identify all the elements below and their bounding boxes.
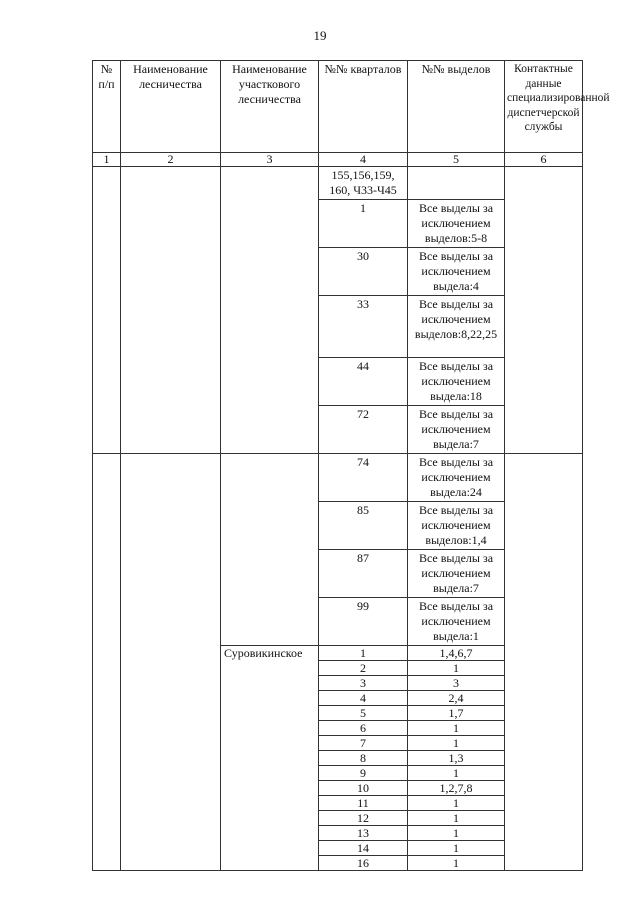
- quarters-cell: 14: [319, 841, 408, 856]
- header-district-forestry: Наименование участкового лесничества: [221, 61, 319, 153]
- table-row: [93, 167, 583, 200]
- allotments-cell: 1: [408, 796, 505, 811]
- quarters-cell: 8: [319, 751, 408, 766]
- quarters-cell: 12: [319, 811, 408, 826]
- district-forestry-cell: Суровикинское: [221, 646, 319, 871]
- quarters-cell: 3: [319, 676, 408, 691]
- quarters-cell: 1: [319, 200, 408, 248]
- quarters-cell: 44: [319, 358, 408, 406]
- header-allotments: №№ выделов: [408, 61, 505, 153]
- allotments-cell: Все выделы за исключением выдела:7: [408, 406, 505, 454]
- row-number-cell: [93, 167, 121, 454]
- column-number: 1: [93, 153, 121, 167]
- district-forestry-cell: [221, 167, 319, 454]
- quarters-cell: 72: [319, 406, 408, 454]
- table-row: [93, 454, 583, 502]
- allotments-cell: 1,7: [408, 706, 505, 721]
- allotments-cell: 1: [408, 721, 505, 736]
- allotments-cell: 1: [408, 856, 505, 871]
- allotments-cell: 2,4: [408, 691, 505, 706]
- contacts-cell: [505, 167, 583, 454]
- allotments-cell: 1,2,7,8: [408, 781, 505, 796]
- district-forestry-cell: [221, 454, 319, 646]
- quarters-cell: 10: [319, 781, 408, 796]
- header-row: [93, 61, 583, 153]
- allotments-cell: Все выделы за исключением выдела:18: [408, 358, 505, 406]
- allotments-cell: 1: [408, 766, 505, 781]
- header-quarters: №№ кварталов: [319, 61, 408, 153]
- allotments-cell: 1: [408, 826, 505, 841]
- allotments-cell: Все выделы за исключением выделов:8,22,25: [408, 296, 505, 358]
- quarters-cell: 2: [319, 661, 408, 676]
- quarters-cell: 7: [319, 736, 408, 751]
- allotments-cell: 1: [408, 736, 505, 751]
- quarters-cell: 6: [319, 721, 408, 736]
- allotments-cell: 1,3: [408, 751, 505, 766]
- allotments-cell: Все выделы за исключением выдела:7: [408, 550, 505, 598]
- forestry-cell: [121, 167, 221, 454]
- allotments-cell: [408, 167, 505, 200]
- page-number: 19: [313, 28, 327, 43]
- quarters-cell: 4: [319, 691, 408, 706]
- allotments-cell: 1: [408, 841, 505, 856]
- quarters-cell: 99: [319, 598, 408, 646]
- contacts-cell: [505, 454, 583, 871]
- header-contacts: Контактные данные специализированной диспетчерской службы: [505, 61, 583, 153]
- column-number: 2: [121, 153, 221, 167]
- allotments-cell: 1: [408, 661, 505, 676]
- quarters-cell: 9: [319, 766, 408, 781]
- column-number: 3: [221, 153, 319, 167]
- quarters-cell: 13: [319, 826, 408, 841]
- forestry-cell: [121, 454, 221, 871]
- quarters-cell: 74: [319, 454, 408, 502]
- quarters-cell: 5: [319, 706, 408, 721]
- column-numbers-row: [93, 153, 583, 167]
- quarters-cell: 155,156,159, 160, Ч33-Ч45: [319, 167, 408, 200]
- quarters-cell: 33: [319, 296, 408, 358]
- quarters-cell: 30: [319, 248, 408, 296]
- allotments-cell: 1: [408, 811, 505, 826]
- header-forestry: Наименование лесничества: [121, 61, 221, 153]
- allotments-cell: Все выделы за исключением выделов:5-8: [408, 200, 505, 248]
- allotments-cell: 1,4,6,7: [408, 646, 505, 661]
- row-number-cell: [93, 454, 121, 871]
- column-number: 6: [505, 153, 583, 167]
- quarters-cell: 16: [319, 856, 408, 871]
- allotments-cell: 3: [408, 676, 505, 691]
- allotments-cell: Все выделы за исключением выдела:24: [408, 454, 505, 502]
- allotments-cell: Все выделы за исключением выделов:1,4: [408, 502, 505, 550]
- column-number: 4: [319, 153, 408, 167]
- quarters-cell: 87: [319, 550, 408, 598]
- header-number: № п/п: [93, 61, 121, 153]
- forest-table: [92, 60, 610, 871]
- allotments-cell: Все выделы за исключением выдела:4: [408, 248, 505, 296]
- quarters-cell: 11: [319, 796, 408, 811]
- quarters-cell: 1: [319, 646, 408, 661]
- allotments-cell: Все выделы за исключением выдела:1: [408, 598, 505, 646]
- column-number: 5: [408, 153, 505, 167]
- quarters-cell: 85: [319, 502, 408, 550]
